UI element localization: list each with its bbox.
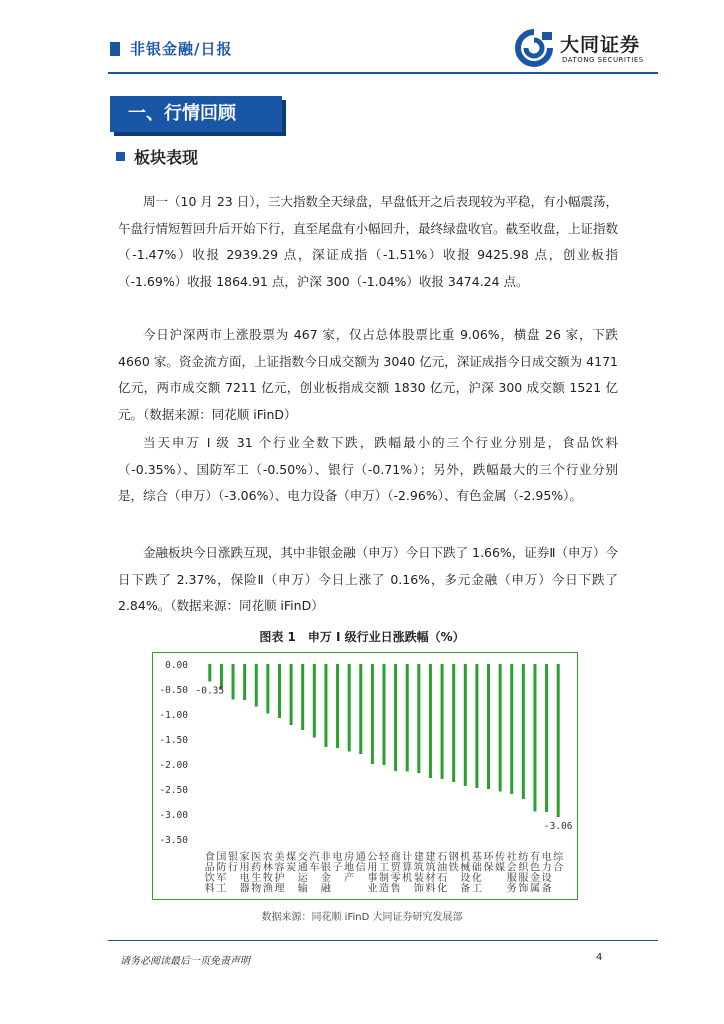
- bar: [313, 664, 316, 738]
- bar: [336, 664, 339, 748]
- category-label: 公用事业: [367, 852, 378, 895]
- bar: [533, 664, 536, 812]
- section-title: 一、行情回顾: [110, 96, 282, 132]
- category-label: 交通运输: [297, 852, 308, 895]
- paragraph-market-summary: 周一（10 月 23 日），三大指数全天绿盘，早盘低开之后表现较为平稳，有小幅震荡，午盘行情短暂回升后开始下行，直至尾盘有小幅回升，最终绿盘收官。截至收盘，上证指数（-1.47%）收报 2939.29 点，深证成指（-1.51%）收报 9425.98 点，创业板指（-1.69%）收报 1864.91 点，沪深 300（-1.04%）收报 3474.24 点。: [118, 194, 619, 289]
- bar: [301, 664, 304, 730]
- category-label: 轻工制造: [379, 852, 389, 895]
- bar: [441, 664, 444, 779]
- bar: [487, 664, 490, 789]
- subsection-marker: [116, 152, 125, 161]
- figure-caption: 图表 1 申万 I 级行业日涨跌幅（%）: [259, 630, 465, 644]
- bar: [499, 664, 502, 792]
- category-label: 食品饮料: [204, 852, 215, 895]
- category-label: 机械设备: [460, 852, 471, 895]
- category-label: 农林牧渔: [262, 852, 273, 895]
- category-label: 传媒: [495, 852, 506, 874]
- header-divider: [108, 72, 658, 74]
- y-tick-label: -2.50: [159, 785, 188, 796]
- bar: [359, 664, 362, 754]
- data-label: -3.06: [543, 821, 573, 832]
- logo-name-cn: 大同证券: [560, 34, 641, 56]
- bar: [406, 664, 409, 772]
- bar: [394, 664, 397, 771]
- category-label: 社会服务: [506, 852, 517, 895]
- category-label: 电力设备: [541, 852, 552, 895]
- paragraph-financial-sector: 金融板块今日涨跌互现，其中非银金融（申万）今日下跌了 1.66%，证券Ⅱ（申万）今日下跌了 2.37%，保险Ⅱ（申万）今日上涨了 0.16%，多元金融（申万）今日下跌了 2.84%。（数据来源：同花顺 iFinD）: [118, 545, 618, 613]
- bar: [266, 664, 269, 714]
- bar: [348, 664, 351, 752]
- category-label: 纺织服饰: [518, 852, 529, 895]
- y-tick-label: -3.50: [159, 835, 188, 846]
- category-label: 通信: [355, 852, 366, 874]
- figure-source: 数据来源：同花顺 iFinD 大同证券研究发展部: [261, 912, 463, 923]
- bar: [429, 664, 432, 778]
- category-label: 建筑装饰: [413, 852, 424, 895]
- category-label: 家用电器: [239, 852, 250, 895]
- category-label: 石油石化: [437, 852, 448, 895]
- bar: [371, 664, 374, 764]
- footer-divider: [108, 940, 658, 941]
- bar: [557, 664, 560, 817]
- y-tick-label: -1.50: [159, 735, 188, 746]
- category-label: 钢铁: [448, 852, 459, 874]
- logo-name-en: DATONG SECURITIES: [562, 56, 644, 64]
- category-label: 国防军工: [216, 852, 227, 895]
- y-tick-label: -0.50: [159, 685, 188, 696]
- category-label: 医药生物: [251, 852, 262, 895]
- bar: [278, 664, 281, 718]
- bar: [255, 664, 258, 707]
- category-label: 有色金属: [529, 852, 540, 895]
- category-label: 计算机: [402, 852, 413, 884]
- company-logo: [512, 28, 672, 68]
- category-label: 综合: [553, 852, 564, 874]
- bar: [243, 664, 246, 700]
- paragraph-market-breadth: 今日沪深两市上涨股票为 467 家，仅占总体股票比重 9.06%，横盘 26 家，下跌 4660 家。资金流方面，上证指数今日成交额为 3040 亿元，深证成指今日成交额为 4171 亿元，两市成交额 7211 亿元，创业板指成交额 1830 亿元，沪深 300 成交额 1521 亿元。（数据来源：同花顺 iFinD）: [118, 327, 618, 422]
- bar: [510, 664, 513, 794]
- logo-icon: [512, 28, 556, 68]
- category-label: 美容护理: [274, 852, 285, 895]
- bar: [290, 664, 293, 725]
- category-label: 建筑材料: [425, 852, 436, 895]
- data-label: -0.35: [195, 685, 225, 697]
- category-label: 汽车: [309, 852, 320, 874]
- y-tick-label: -1.00: [159, 710, 188, 721]
- disclaimer-note: 请务必阅读最后一页免责声明: [120, 956, 250, 967]
- y-tick-label: -2.00: [159, 760, 188, 771]
- category-label: 房地产: [344, 852, 355, 884]
- category-label: 银行: [228, 852, 239, 874]
- industry-change-bar-chart: [152, 652, 578, 900]
- page-number: 4: [596, 952, 603, 963]
- category-label: 非银金融: [320, 852, 331, 895]
- y-tick-label: -3.00: [159, 810, 188, 821]
- category-label: 电子: [332, 852, 343, 874]
- bar: [208, 664, 211, 682]
- paragraph-industry-performance: 当天申万 I 级 31 个行业全数下跌，跌幅最小的三个行业分别是，食品饮料（-0.35%）、国防军工（-0.50%）、银行（-0.71%）；另外，跌幅最大的三个行业分别是，综合（申万）（-3.06%）、电力设备（申万）（-2.96%）、有色金属（-2.95%）。: [118, 435, 618, 503]
- header-marker: [110, 42, 120, 56]
- y-tick-label: 0.00: [165, 660, 188, 671]
- bar: [417, 664, 420, 773]
- category-label: 商贸零售: [390, 852, 401, 895]
- bar: [464, 664, 467, 786]
- bar: [232, 664, 235, 700]
- category-label: 基础化工: [471, 852, 482, 895]
- bar: [475, 664, 478, 788]
- subsection-title: 板块表现: [134, 148, 199, 167]
- bar: [545, 664, 548, 812]
- bar: [383, 664, 386, 765]
- category-label: 煤炭: [286, 852, 297, 874]
- bar: [522, 664, 525, 799]
- report-category-title: 非银金融/日报: [130, 40, 233, 58]
- bar: [452, 664, 455, 782]
- bar: [324, 664, 327, 747]
- category-label: 环保: [483, 852, 494, 874]
